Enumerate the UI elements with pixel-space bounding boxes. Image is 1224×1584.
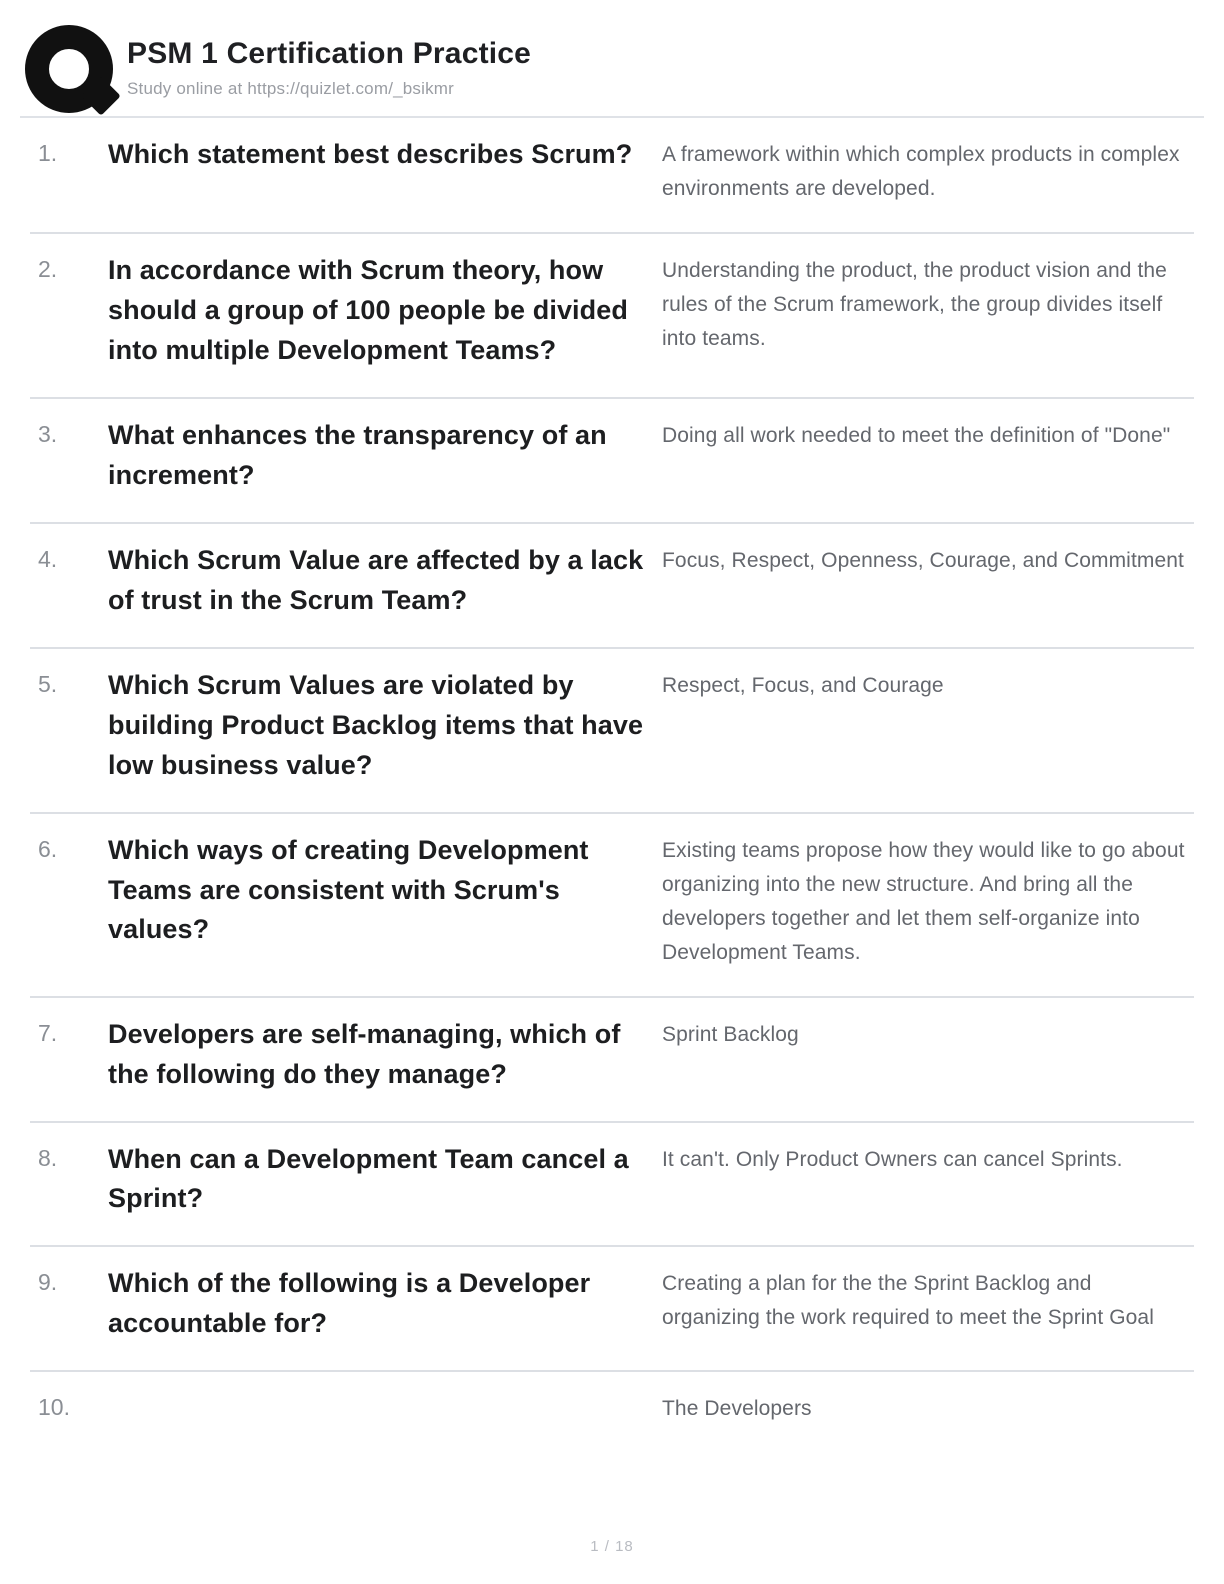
page-title: PSM 1 Certification Practice <box>127 37 532 70</box>
qa-row-1 <box>30 118 1194 234</box>
page-footer <box>0 1538 1224 1556</box>
item-number: 1. <box>38 140 58 166</box>
question-text: Developers are self-managing, which of the following do they manage? <box>108 1018 621 1089</box>
qa-row-3 <box>30 399 1194 524</box>
qa-row-8 <box>30 1123 1194 1248</box>
qa-row-7 <box>30 998 1194 1123</box>
item-number: 2. <box>38 256 58 283</box>
item-number: 9. <box>38 1269 58 1296</box>
question-text <box>108 1389 662 1426</box>
answer-text: Focus, Respect, Openness, Courage, and Commitment <box>662 548 1184 572</box>
answer-text: Existing teams propose how they would like to go about organizing into the new structure. And bring all the developers together and let them self-organize into Development Teams. <box>662 838 1185 964</box>
answer-text: Creating a plan for the the Sprint Backlog and organizing the work required to meet the Sprint Goal <box>662 1272 1154 1330</box>
answer-text: The Developers <box>662 1397 812 1421</box>
question-text: Which of the following is a Developer accountable for? <box>108 1268 591 1339</box>
document-header <box>20 0 1204 118</box>
quizlet-q-logo-icon <box>25 25 113 113</box>
item-number: 4. <box>38 545 58 572</box>
qa-row-5 <box>30 649 1194 814</box>
answer-text: A framework within which complex products in complex environments are developed. <box>662 143 1180 201</box>
answer-text: It can't. Only Product Owners can cancel Sprints. <box>662 1147 1123 1171</box>
question-text: What enhances the transparency of an increment? <box>108 419 607 490</box>
qa-list <box>0 118 1224 1452</box>
answer-text: Doing all work needed to meet the definition of "Done" <box>662 423 1171 447</box>
answer-text: Respect, Focus, and Courage <box>662 673 944 697</box>
item-number: 8. <box>38 1144 58 1171</box>
item-number: 10. <box>38 1394 70 1421</box>
answer-text: Understanding the product, the product vision and the rules of the Scrum framework, the group divides itself into teams. <box>662 259 1167 351</box>
question-text: In accordance with Scrum theory, how should a group of 100 people be divided into multiple Development Teams? <box>108 255 628 365</box>
question-text: Which Scrum Values are violated by building Product Backlog items that have low business value? <box>108 669 644 780</box>
answer-text: Sprint Backlog <box>662 1022 799 1046</box>
header-text <box>127 25 531 99</box>
qa-row-4 <box>30 524 1194 649</box>
question-text: When can a Development Team cancel a Sprint? <box>108 1143 629 1214</box>
question-text: Which Scrum Value are affected by a lack of trust in the Scrum Team? <box>108 544 644 615</box>
qa-row-9 <box>30 1247 1194 1372</box>
item-number: 5. <box>38 670 58 697</box>
question-text: Which ways of creating Development Teams are consistent with Scrum's values? <box>108 834 589 945</box>
qa-row-10 <box>30 1372 1194 1452</box>
question-text: Which statement best describes Scrum? <box>108 139 633 169</box>
page-number: 1 / 18 <box>590 1538 634 1555</box>
qa-row-6 <box>30 814 1194 998</box>
item-number: 3. <box>38 420 58 447</box>
item-number: 6. <box>38 835 58 862</box>
page-subtitle: Study online at https://quizlet.com/_bsikmr <box>127 78 455 98</box>
qa-row-2 <box>30 234 1194 399</box>
item-number: 7. <box>38 1019 58 1046</box>
